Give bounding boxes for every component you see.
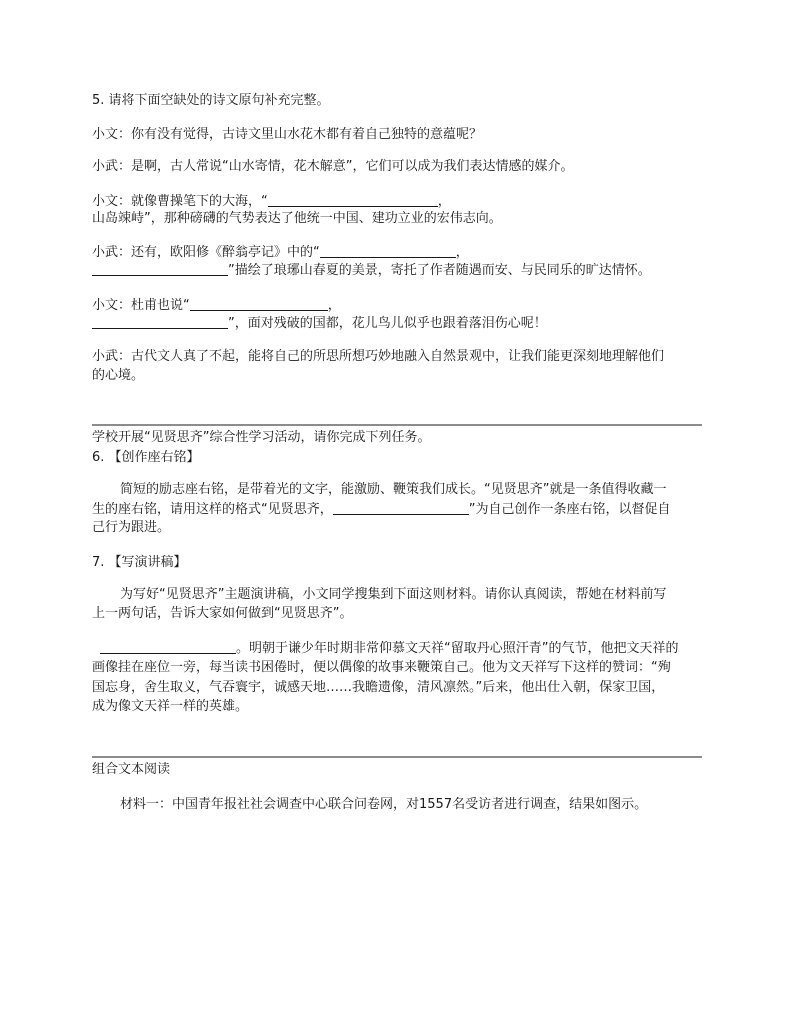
q5-line-4-text: 小武：还有，欧阳修《醉翁亭记》中的“: [92, 245, 320, 260]
q5-line-4a: [92, 243, 469, 262]
q5-line-4-comma: ，: [455, 245, 469, 260]
reading-material-1: 材料一：中国青年报社社会调查中心联合问卷网，对1557名受访者进行调查，结果如图示。: [120, 797, 648, 812]
q7-material-3: 国忘身，舍生取义，气吞寰宇，诚感天地……我瞻遗像，清风凛然。”后来，他出仕入朝，保家卫国，: [92, 680, 665, 695]
q6-para-3: 己行为跟进。: [92, 520, 171, 535]
answer-blank[interactable]: [333, 500, 469, 515]
q5-title: 5. 请将下面空缺处的诗文原句补充完整。: [92, 93, 330, 108]
answer-blank[interactable]: [92, 261, 228, 276]
worksheet-page: [92, 0, 702, 1028]
answer-blank[interactable]: [100, 639, 236, 654]
q6-title: 6. 【创作座右铭】: [92, 450, 200, 465]
answer-blank[interactable]: [92, 314, 228, 329]
q5-line-5a: [92, 296, 341, 315]
section-divider: [92, 424, 702, 426]
section-divider: [92, 756, 702, 758]
q5-line-3-comma: ，: [437, 194, 451, 209]
q7-material-1: [92, 639, 678, 658]
q5-line-5-text: 小文：杜甫也说“: [92, 298, 190, 313]
q6-para-2-tail: ”为自己创作一条座右铭，以督促自: [468, 502, 671, 517]
q5-line-3-text: 小文：就像曹操笔下的大海，“: [92, 194, 268, 209]
q5-line-2: 小武：是啊，古人常说“山水寄情，花木解意”，它们可以成为我们表达情感的媒介。: [92, 159, 574, 174]
q6-para-1: 简短的励志座右铭，是带着光的文字，能激励、鞭策我们成长。“见贤思齐”就是一条值得收藏一: [120, 482, 667, 497]
q7-material-2: 画像挂在座位一旁，每当读书困倦时，便以偶像的故事来鞭策自己。他为文天祥写下这样的赞词：“殉: [92, 660, 671, 675]
q7-para-2: 上一两句话，告诉大家如何做到“见贤思齐”。: [92, 606, 353, 621]
q7-material-4: 成为像文天祥一样的英雄。: [92, 699, 249, 714]
q5-line-3c: 山岛竦峙”，那种磅礴的气势表达了他统一中国、建功立业的宏伟志向。: [92, 211, 502, 226]
q5-line-1: 小文：你有没有觉得，古诗文里山水花木都有着自己独特的意蕴呢？: [92, 127, 483, 142]
q7-material-1-text: 。明朝于谦少年时期非常仰慕文天祥“留取丹心照汗青”的气节，他把文天祥的: [236, 641, 679, 656]
q5-line-5c-text: ”，面对残破的国都，花儿鸟儿似乎也跟着落泪伤心呢！: [228, 316, 547, 331]
q7-title: 7. 【写演讲稿】: [92, 555, 187, 570]
q5-line-5-comma: ，: [327, 298, 341, 313]
q7-para-1: 为写好“见贤思齐”主题演讲稿，小文同学搜集到下面这则材料。请你认真阅读，帮她在材料前写: [120, 587, 667, 602]
reading-title: 组合文本阅读: [92, 762, 171, 777]
q5-line-4c-text: ”描绘了琅琊山春夏的美景，寄托了作者随遇而安、与民同乐的旷达情怀。: [228, 263, 651, 278]
q5-line-5c: [92, 314, 547, 333]
q6-para-2-text: 生的座右铭，请用这样的格式“见贤思齐，: [92, 502, 333, 517]
q5-line-6a: 小武：古代文人真了不起，能将自己的所思所想巧妙地融入自然景观中，让我们能更深刻地理解他们: [92, 349, 665, 364]
q5-line-3a: [92, 192, 451, 211]
answer-blank[interactable]: [190, 296, 328, 311]
answer-blank[interactable]: [320, 243, 456, 258]
q5-line-4c: [92, 261, 651, 280]
activity-intro: 学校开展“见贤思齐”综合性学习活动，请你完成下列任务。: [92, 430, 431, 445]
answer-blank[interactable]: [268, 192, 438, 207]
q5-line-6b: 的心境。: [92, 368, 145, 383]
q6-para-2: [92, 500, 671, 519]
